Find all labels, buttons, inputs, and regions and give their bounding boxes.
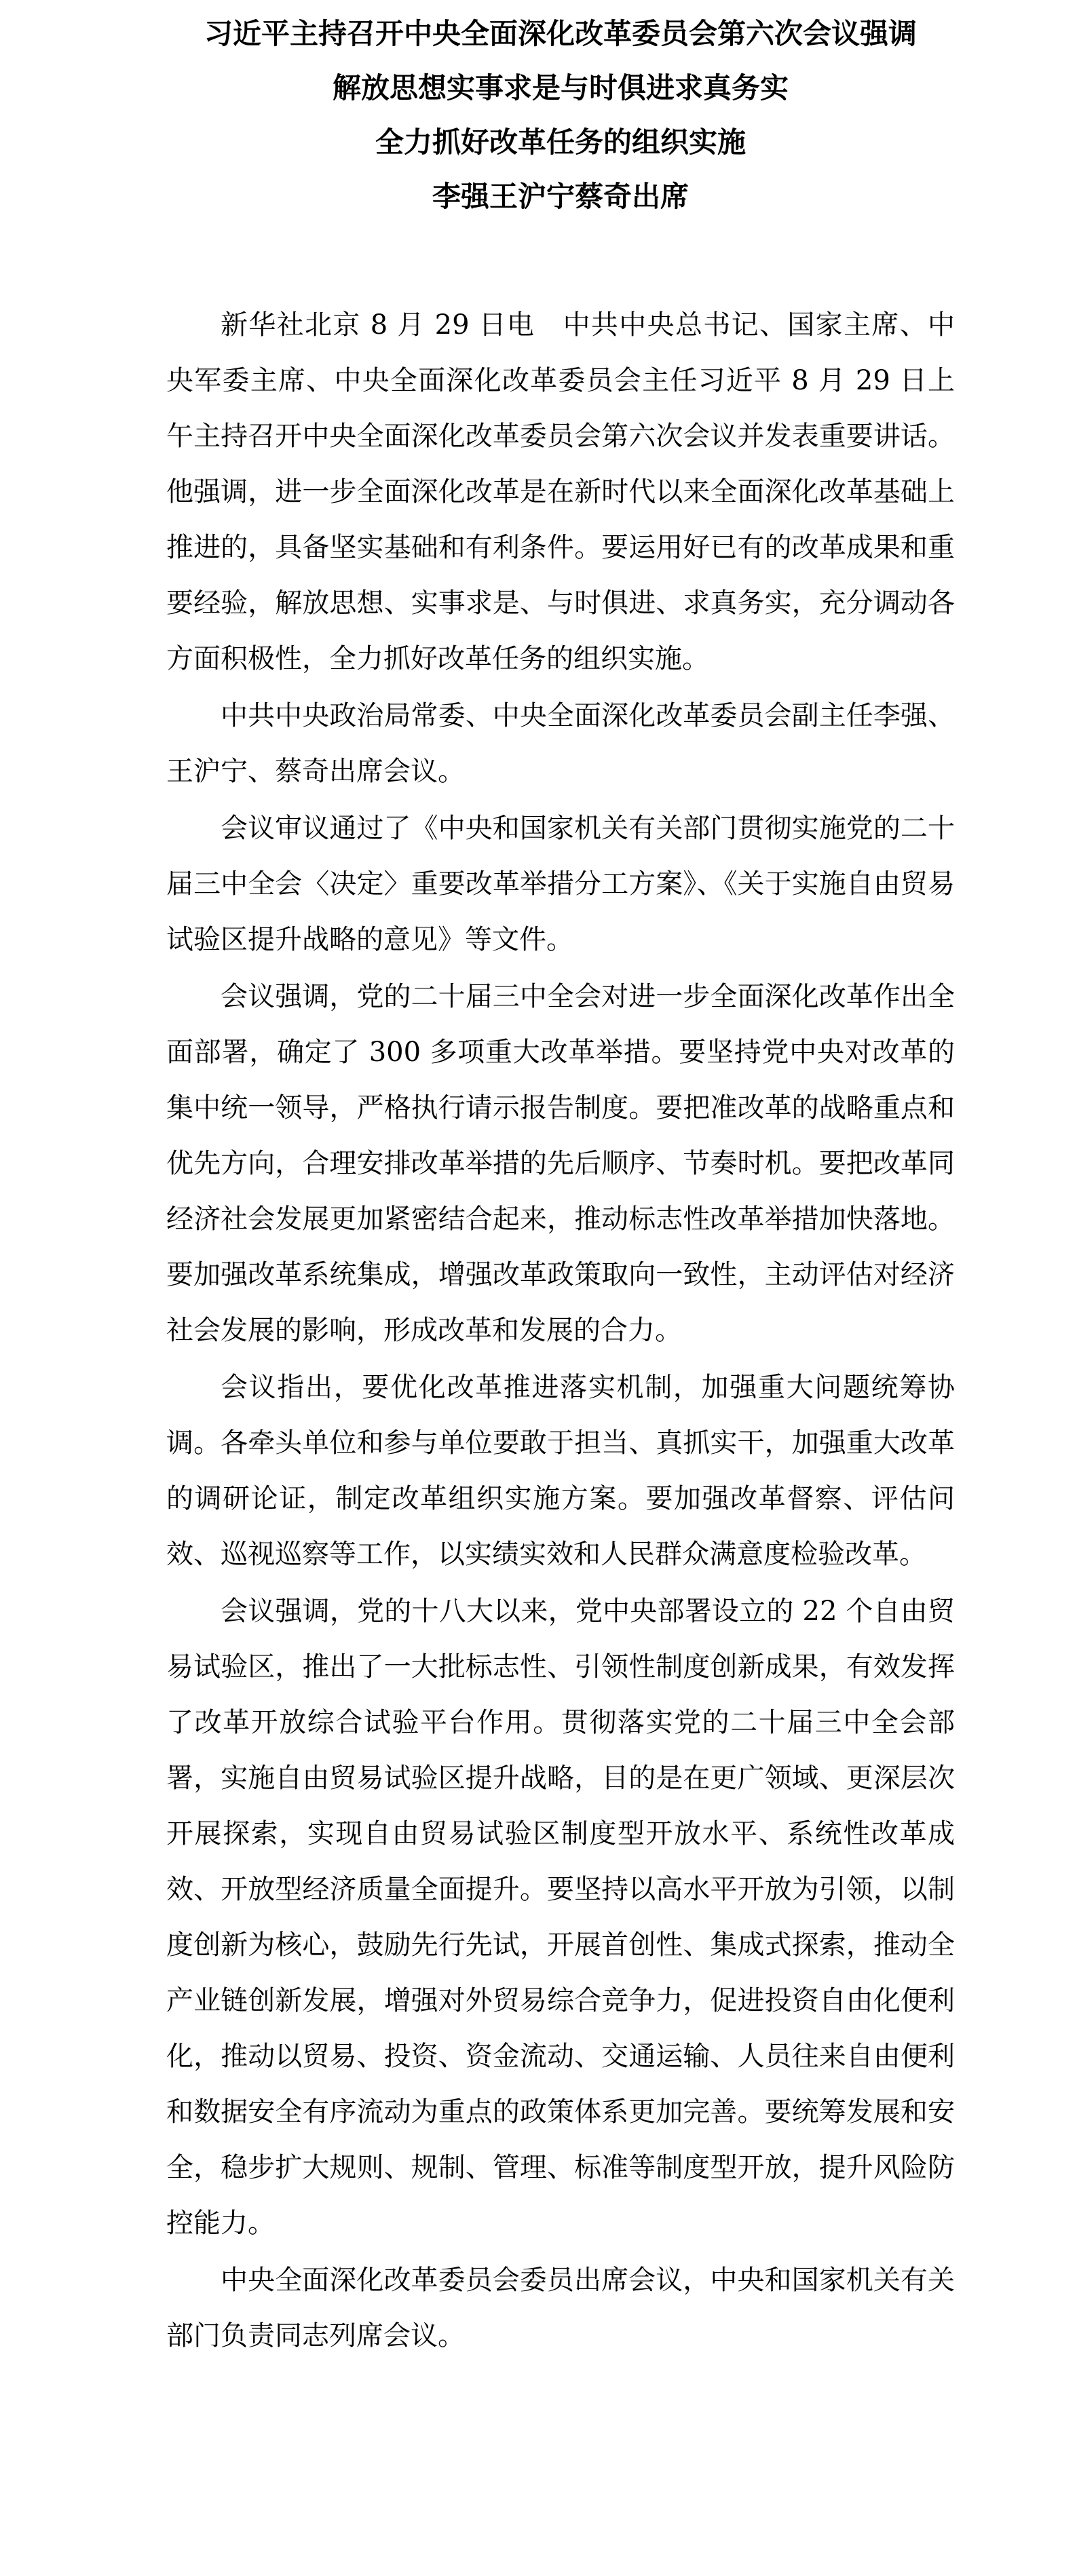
body-paragraph-5: 会议指出，要优化改革推进落实机制，加强重大问题统筹协调。各牵头单位和参与单位要敢于担当、真抓实干，加强重大改革的调研论证，制定改革组织实施方案。要加强改革督察、评估问效、巡视巡察等工作，以实绩实效和人民群众满意度检验改革。 — [166, 1372, 955, 1570]
body-paragraph-2: 中共中央政治局常委、中央全面深化改革委员会副主任李强、王沪宁、蔡奇出席会议。 — [166, 700, 955, 787]
article-body — [166, 297, 955, 2364]
article-headline — [166, 0, 955, 224]
headline-line-2: 解放思想实事求是与时俱进求真务实 — [332, 71, 789, 104]
body-paragraph-7: 中央全面深化改革委员会委员出席会议，中央和国家机关有关部门负责同志列席会议。 — [166, 2265, 955, 2351]
body-paragraph-3: 会议审议通过了《中央和国家机关有关部门贯彻实施党的二十届三中全会〈决定〉重要改革举措分工方案》、《关于实施自由贸易试验区提升战略的意见》等文件。 — [166, 813, 955, 955]
body-paragraph-4: 会议强调，党的二十届三中全会对进一步全面深化改革作出全面部署，确定了 300 多项重大改革举措。要坚持党中央对改革的集中统一领导，严格执行请示报告制度。要把准改革的战略重点和优先方向，合理安排改革举措的先后顺序、节奏时机。要把改革同经济社会发展更加紧密结合起来，推动标志性改革举措加快落地。要加强改革系统集成，增强改革政策取向一致性，主动评估对经济社会发展的影响，形成改革和发展的合力。 — [166, 981, 955, 1346]
body-paragraph-1: 新华社北京 8 月 29 日电 中共中央总书记、国家主席、中央军委主席、中央全面深化改革委员会主任习近平 8 月 29 日上午主持召开中央全面深化改革委员会第六次会议并发表重要讲话。他强调，进一步全面深化改革是在新时代以来全面深化改革基础上推进的，具备坚实基础和有利条件。要运用好已有的改革成果和重要经验，解放思想、实事求是、与时俱进、求真务实，充分调动各方面积极性，全力抓好改革任务的组织实施。 — [166, 309, 955, 674]
headline-line-1: 习近平主持召开中央全面深化改革委员会第六次会议强调 — [204, 17, 917, 50]
headline-line-4: 李强王沪宁蔡奇出席 — [432, 180, 689, 213]
body-paragraph-6: 会议强调，党的十八大以来，党中央部署设立的 22 个自由贸易试验区，推出了一大批标志性、引领性制度创新成果，有效发挥了改革开放综合试验平台作用。贯彻落实党的二十届三中全会部署，实施自由贸易试验区提升战略，目的是在更广领域、更深层次开展探索，实现自由贸易试验区制度型开放水平、系统性改革成效、开放型经济质量全面提升。要坚持以高水平开放为引领，以制度创新为核心，鼓励先行先试，开展首创性、集成式探索，推动全产业链创新发展，增强对外贸易综合竞争力，促进投资自由化便利化，推动以贸易、投资、资金流动、交通运输、人员往来自由便利和数据安全有序流动为重点的政策体系更加完善。要统筹发展和安全，稳步扩大规则、规制、管理、标准等制度型开放，提升风险防控能力。 — [166, 1596, 955, 2239]
headline-line-3: 全力抓好改革任务的组织实施 — [375, 126, 746, 159]
